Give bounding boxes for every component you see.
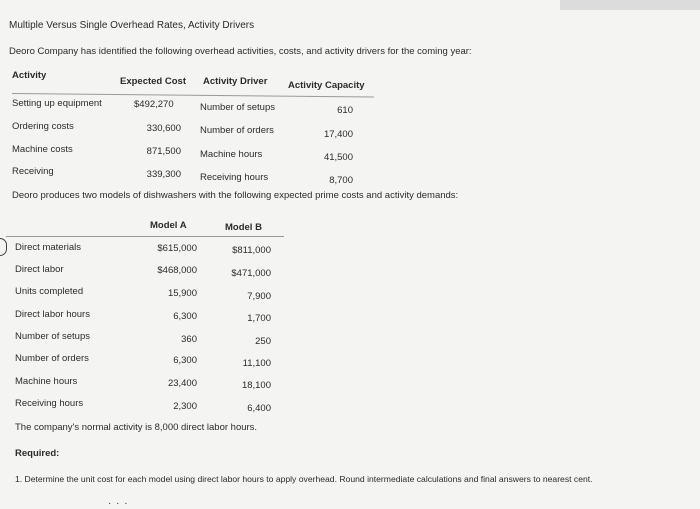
problem-title: Multiple Versus Single Overhead Rates, Activity Drivers [9, 20, 255, 31]
activity-capacity: 17,400 [323, 129, 353, 140]
expected-cost: $492,270 [134, 99, 174, 110]
activity-name: Receiving [12, 166, 54, 177]
header-model-b: Model B [225, 222, 262, 233]
expected-cost: 871,500 [146, 146, 181, 157]
required-heading: Required: [15, 448, 60, 459]
requirement-1: 1. Determine the unit cost for each model using direct labor hours to apply overhead. Round intermediate calculations and final answers to nearest cent. [15, 474, 593, 484]
row-label: Receiving hours [15, 398, 84, 409]
ellipsis-marker: · · · [108, 498, 129, 509]
model-a-value: 23,400 [167, 378, 197, 389]
expected-cost: 330,600 [146, 123, 181, 134]
row-label: Direct materials [15, 242, 81, 253]
intro-text: Deoro Company has identified the following overhead activities, costs, and activity drivers for the coming year: [9, 46, 472, 57]
model-b-value: 18,100 [241, 380, 271, 391]
model-b-value: 1,700 [247, 313, 271, 324]
row-label: Number of setups [15, 331, 90, 342]
activity-capacity: 610 [337, 105, 353, 116]
activity-driver: Machine hours [200, 149, 263, 160]
model-b-value: $471,000 [231, 268, 271, 279]
activity-driver: Receiving hours [200, 172, 269, 183]
activity-driver: Number of setups [200, 102, 275, 113]
intro2-text: Deoro produces two models of dishwashers with the following expected prime costs and activity demands: [12, 190, 459, 201]
row-label: Number of orders [15, 353, 89, 364]
expected-cost: 339,300 [146, 169, 181, 180]
row-label: Direct labor [15, 264, 64, 275]
header-model-a: Model A [150, 220, 187, 231]
activity-name: Machine costs [12, 144, 73, 155]
row-label: Direct labor hours [15, 309, 90, 320]
normal-activity-note: The company's normal activity is 8,000 direct labor hours. [15, 422, 258, 433]
model-a-value: $615,000 [157, 243, 197, 254]
model-a-value: 15,900 [167, 288, 197, 299]
header-activity-capacity: Activity Capacity [288, 80, 365, 91]
row-label: Units completed [15, 286, 84, 297]
activity-capacity: 41,500 [323, 152, 353, 163]
model-b-value: 7,900 [247, 291, 271, 302]
header-rule [6, 236, 284, 237]
model-a-value: $468,000 [157, 265, 197, 276]
header-activity: Activity [12, 70, 47, 81]
header-expected-cost: Expected Cost [120, 76, 186, 87]
activity-driver: Number of orders [200, 125, 274, 136]
model-b-value: 6,400 [247, 403, 271, 414]
top-bar [560, 0, 700, 10]
model-b-value: 11,100 [242, 358, 271, 369]
row-label: Machine hours [15, 376, 78, 387]
header-activity-driver: Activity Driver [203, 76, 268, 87]
header-rule [12, 93, 374, 97]
activity-name: Setting up equipment [12, 98, 102, 109]
model-a-value: 2,300 [173, 401, 197, 412]
row-pointer-icon [0, 238, 7, 256]
model-a-value: 6,300 [173, 311, 197, 322]
model-b-value: 250 [255, 336, 271, 347]
model-a-value: 6,300 [173, 355, 197, 366]
model-a-value: 360 [181, 334, 197, 345]
activity-capacity: 8,700 [329, 175, 353, 186]
activity-name: Ordering costs [12, 121, 74, 132]
model-b-value: $811,000 [232, 245, 271, 256]
